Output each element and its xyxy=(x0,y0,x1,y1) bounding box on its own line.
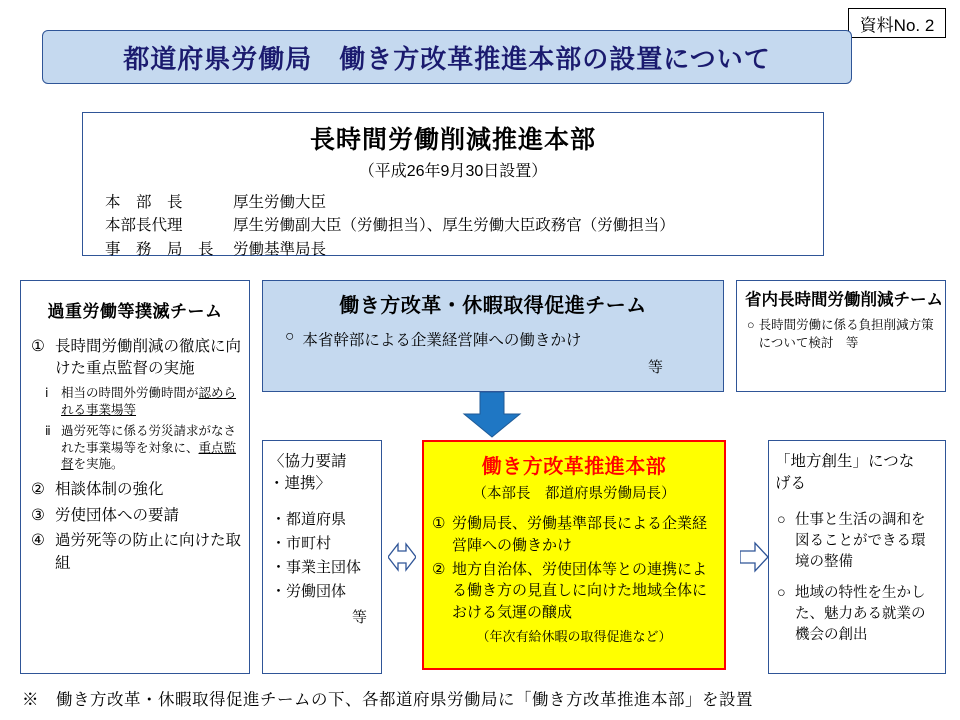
item-text xyxy=(61,423,239,474)
member-name-value: 厚生労働副大臣（労働担当）、厚生労働大臣政務官（労働担当） xyxy=(233,217,675,235)
work-style-team-item xyxy=(285,328,723,350)
overwork-team-list xyxy=(21,336,249,575)
list-item xyxy=(31,336,241,381)
item-text: 労使団体への要請 xyxy=(55,506,180,524)
list-item xyxy=(777,510,939,573)
work-style-team-etc: 等 xyxy=(647,359,663,376)
list-item xyxy=(45,423,239,474)
overwork-elimination-team-box xyxy=(20,280,250,674)
item-text-plain: 過労死等に係る労災請求がなされた事業場等を対象に、 xyxy=(61,423,237,455)
item-text xyxy=(61,385,239,419)
cooperation-etc: 等 xyxy=(351,608,367,626)
item-number: ⅰ xyxy=(45,385,49,400)
item-text: 仕事と生活の調和を図ることができる環境の整備 xyxy=(795,511,926,570)
cooperation-title xyxy=(269,451,381,496)
list-item xyxy=(777,583,939,646)
ministry-team-title: 省内長時間労働削減チーム xyxy=(745,291,943,309)
work-style-team-title: 働き方改革・休暇取得促進チーム xyxy=(339,295,647,317)
item-number: ② xyxy=(31,481,45,499)
right-arrow-icon xyxy=(740,540,768,574)
list-item xyxy=(31,505,241,527)
footer-note: ※ 働き方改革・休暇取得促進チームの下、各都道府県労働局に「働き方改革推進本部」を設置 xyxy=(22,691,753,709)
overwork-team-sub-list xyxy=(31,385,241,473)
item-text: 地域の特性を生かした、魅力ある就業の機会の創出 xyxy=(795,584,926,644)
document-number-badge: 資料No. 2 xyxy=(848,8,946,38)
item-number: ① xyxy=(31,338,45,355)
headquarters-member-row xyxy=(105,214,823,237)
headquarters-member-list xyxy=(83,191,823,261)
circle-bullet-icon: ○ xyxy=(747,318,755,333)
list-item xyxy=(31,530,241,575)
left-right-arrow-icon xyxy=(388,540,416,574)
cooperation-request-box xyxy=(262,440,382,674)
member-role-label: 本 部 長 xyxy=(105,194,183,211)
item-number: ⅱ xyxy=(45,423,51,438)
headquarters-box xyxy=(82,112,824,256)
item-text-underlined: 認められる事業場等 xyxy=(61,385,237,417)
member-role-label: 本部長代理 xyxy=(105,217,183,235)
main-box-note: （年次有給休暇の取得促進など） xyxy=(476,628,672,644)
regional-revitalization-box xyxy=(768,440,946,674)
list-item: ・事業主団体 xyxy=(271,558,362,576)
item-text-plain: 相当の時間外労働時間が xyxy=(61,385,199,400)
item-text: 長時間労働削減の徹底に向けた重点監督の実施 xyxy=(55,338,242,378)
list-item xyxy=(45,385,239,419)
circle-bullet-icon: ○ xyxy=(777,584,786,601)
list-item: ・労働団体 xyxy=(271,582,347,600)
cooperation-title-line1: 〈協力要請 xyxy=(269,453,347,470)
ministry-internal-team-box xyxy=(736,280,946,392)
main-box-subtitle: （本部長 都道府県労働局長） xyxy=(472,486,676,502)
item-text: 地方自治体、労使団体等との連携による働き方の見直しに向けた地域全体における気運の醸成 xyxy=(452,560,708,621)
headquarters-member-row xyxy=(105,238,823,261)
outcome-title-line2: げる xyxy=(775,475,807,493)
item-text: 本省幹部による企業経営陣への働きかけ xyxy=(302,332,582,349)
slide-title-banner xyxy=(42,30,852,84)
headquarters-subtitle: （平成26年9月30日設置） xyxy=(358,163,548,180)
item-number: ③ xyxy=(31,506,45,524)
item-text-tail: を実施。 xyxy=(73,457,124,472)
item-text: 長時間労働に係る負担削減方策について検討 等 xyxy=(758,318,934,350)
list-item: ・都道府県 xyxy=(271,510,347,528)
headquarters-member-row xyxy=(105,191,823,214)
overwork-team-title: 過重労働等撲滅チーム xyxy=(47,302,223,321)
item-text-underlined: 重点監督 xyxy=(61,440,237,472)
list-item xyxy=(432,559,718,624)
item-number: ④ xyxy=(31,532,45,550)
main-box-title: 働き方改革推進本部 xyxy=(481,456,667,478)
member-role-label: 事 務 局 長 xyxy=(105,240,214,258)
work-style-reform-headquarters-box xyxy=(422,440,726,670)
item-text: 労働局長、労働基準部長による企業経営陣への働きかけ xyxy=(452,515,708,554)
down-arrow-icon xyxy=(460,392,524,438)
circle-bullet-icon: ○ xyxy=(777,511,786,528)
outcome-title-line1: 「地方創生」につな xyxy=(775,453,915,470)
member-name-value: 労働基準局長 xyxy=(233,240,327,258)
ministry-team-item xyxy=(747,317,937,352)
list-item xyxy=(31,479,241,501)
item-text: 過労死等の防止に向けた取組 xyxy=(55,532,242,572)
main-box-list xyxy=(424,513,724,624)
cooperation-title-line2: ・連携〉 xyxy=(269,475,332,493)
outcome-title xyxy=(775,451,945,496)
item-number: ① xyxy=(432,515,446,532)
list-item xyxy=(432,513,718,557)
circle-bullet-icon: ○ xyxy=(285,328,295,345)
item-number: ② xyxy=(432,560,446,578)
headquarters-title: 長時間労働削減推進本部 xyxy=(309,126,596,154)
outcome-list xyxy=(769,510,945,646)
list-item: ・市町村 xyxy=(271,534,332,552)
page-title: 都道府県労働局 働き方改革推進本部の設置について xyxy=(123,43,771,74)
work-style-reform-team-box xyxy=(262,280,724,392)
cooperation-partner-list xyxy=(263,508,381,604)
item-text: 相談体制の強化 xyxy=(55,481,164,499)
member-name-value: 厚生労働大臣 xyxy=(233,194,327,211)
